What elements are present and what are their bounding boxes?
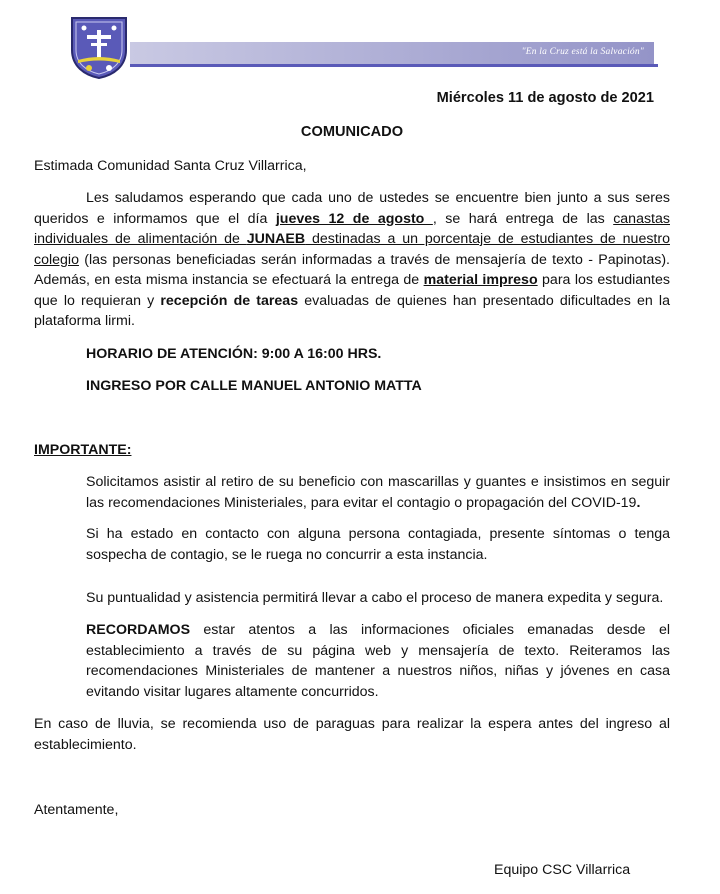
p1-d: canastas individuales de alimentación de: [34, 210, 670, 247]
important-item-2: Si ha estado en contacto con alguna persona contagiada, presente síntomas o tenga sospecha de contagio, se le ruega no concurrir a esta instancia.: [86, 526, 670, 563]
entrance-line: INGRESO POR CALLE MANUEL ANTONIO MATTA: [86, 378, 422, 394]
important-item-4: [86, 620, 670, 702]
letter-date: Miércoles 11 de agosto de 2021: [436, 90, 654, 106]
p1-g: (las personas beneficiadas serán informadas a través de mensajería de texto - Papinotas). Además, en esta misma instancia se efectuará la entrega de: [34, 251, 670, 288]
important-item-1-text: Solicitamos asistir al retiro de su beneficio con mascarillas y guantes e insistimos en seguir las recomendaciones Ministeriales, para evitar el contagio o propagación del COVID-19: [86, 474, 670, 511]
rain-note: En caso de lluvia, se recomienda uso de paraguas para realizar la espera antes del ingreso al establecimiento.: [34, 716, 670, 753]
school-motto: "En la Cruz está la Salvación": [521, 47, 644, 57]
important-item-3: Su puntualidad y asistencia permitirá llevar a cabo el proceso de manera expedita y segura.: [86, 590, 664, 606]
p1-a: Les saludamos esperando que cada uno de ustedes se encuentre bien junto a sus seres queridos e informamos que el día: [34, 190, 670, 227]
signature: Equipo CSC Villarrica: [494, 862, 631, 878]
school-crest-icon: [70, 16, 128, 80]
letter-title: COMUNICADO: [300, 124, 404, 140]
p1-f: destinadas a un porcentaje de estudiantes de nuestro colegio: [34, 231, 670, 268]
p1-c: , se hará entrega de las: [432, 210, 614, 227]
p1-tareas: recepción de tareas: [160, 292, 299, 309]
important-item-1: [86, 472, 670, 513]
p1-junaeb: JUNAEB: [246, 231, 306, 247]
paragraph-main: [34, 188, 670, 332]
schedule-line: HORARIO DE ATENCIÓN: 9:00 A 16:00 HRS.: [86, 346, 382, 362]
p1-material: material impreso: [423, 272, 538, 288]
important-item-4-text: estar atentos a las informaciones oficiales emanadas desde el establecimiento a través de su página web y mensajería de texto. Reiteramos las recomendaciones Ministeriales de mantener a nuestros niños, niñas y jóvenes en casa evitando visitar lugares altamente concurridos.: [86, 622, 670, 700]
p1-i: para los estudiantes que lo requieran y: [34, 272, 670, 309]
important-label: IMPORTANTE:: [34, 442, 132, 458]
greeting: Estimada Comunidad Santa Cruz Villarrica,: [34, 158, 307, 174]
closing: Atentamente,: [34, 802, 119, 818]
p1-date: jueves 12 de agosto: [275, 210, 433, 227]
p1-k: evaluadas de quienes han presentado dificultades en la plataforma lirmi.: [34, 292, 670, 329]
recordamos-label: RECORDAMOS: [86, 622, 191, 638]
important-item-1-end: .: [636, 494, 641, 511]
header-banner: [130, 40, 658, 68]
